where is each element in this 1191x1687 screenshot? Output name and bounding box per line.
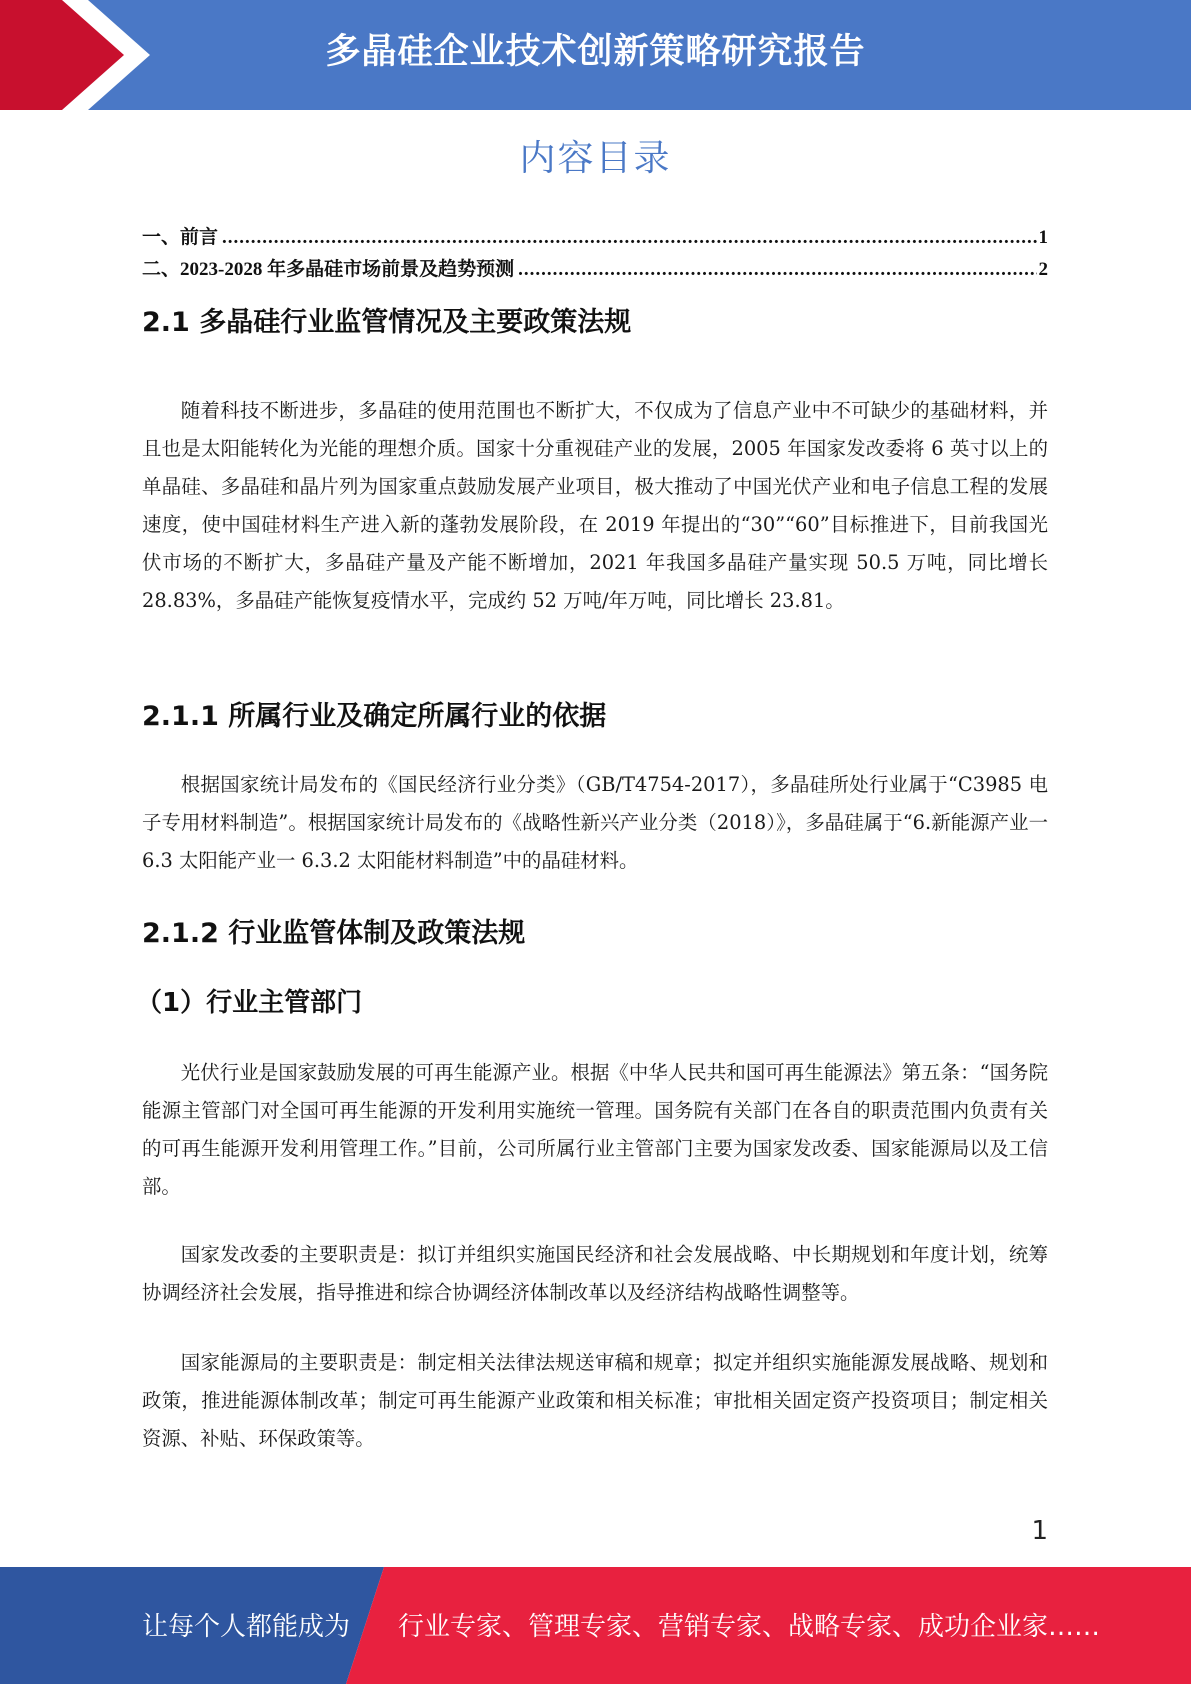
page-number: 1 <box>1031 1516 1048 1546</box>
footer-banner <box>0 1567 1191 1684</box>
toc-entry-label: 二、2023-2028 年多晶硅市场前景及趋势预测 <box>142 259 515 280</box>
footer-slogan-left: 让每个人都能成为 <box>142 1612 351 1642</box>
toc-leader-dots <box>518 259 1036 281</box>
footer-slogan-right: 行业专家、管理专家、营销专家、战略专家、成功企业家…… <box>398 1612 1101 1642</box>
subsection-heading-1: （1）行业主管部门 <box>136 988 363 1018</box>
toc-entry-label: 一、前言 <box>142 227 219 248</box>
table-of-contents <box>142 222 1048 286</box>
report-title: 多晶硅企业技术创新策略研究报告 <box>325 32 866 72</box>
section-heading-2-1-2: 2.1.2 行业监管体制及政策法规 <box>142 918 526 949</box>
toc-entry-preface[interactable] <box>142 222 1048 254</box>
section-2-1-paragraph: 随着科技不断进步，多晶硅的使用范围也不断扩大，不仅成为了信息产业中不可缺少的基础材料，并且也是太阳能转化为光能的理想介质。国家十分重视硅产业的发展，2005 年国家发改委将 6 英寸以上的单晶硅、多晶硅和晶片列为国家重点鼓励发展产业项目，极大推动了中国光伏产业和电子信息工程的发展速度，使中国硅材料生产进入新的蓬勃发展阶段，在 2019 年提出的“30”“60”目标推进下，目前我国光伏市场的不断扩大，多晶硅产量及产能不断增加，2021 年我国多晶硅产量实现 50.5 万吨，同比增长 28.83%，多晶硅产能恢复疫情水平，完成约 52 万吨/年万吨，同比增长 23.81。 <box>142 399 1048 612</box>
subsection-1-paragraph-2: 国家发改委的主要职责是：拟订并组织实施国民经济和社会发展战略、中长期规划和年度计划，统筹协调经济社会发展，指导推进和综合协调经济体制改革以及经济结构战略性调整等。 <box>142 1243 1048 1304</box>
header-arrow-icon <box>0 0 150 110</box>
toc-title: 内容目录 <box>519 138 672 179</box>
subsection-1-paragraph-3: 国家能源局的主要职责是：制定相关法律法规送审稿和规章；拟定并组织实施能源发展战略、规划和政策，推进能源体制改革；制定可再生能源产业政策和相关标准；审批相关固定资产投资项目；制定相关资源、补贴、环保政策等。 <box>142 1351 1048 1450</box>
section-2-1-1-paragraph: 根据国家统计局发布的《国民经济行业分类》（GB/T4754-2017），多晶硅所处行业属于“C3985 电子专用材料制造”。根据国家统计局发布的《战略性新兴产业分类（2018）》，多晶硅属于“6.新能源产业一 6.3 太阳能产业一 6.3.2 太阳能材料制造”中的晶硅材料。 <box>142 773 1048 872</box>
subsection-1-paragraph-1: 光伏行业是国家鼓励发展的可再生能源产业。根据《中华人民共和国可再生能源法》第五条：“国务院能源主管部门对全国可再生能源的开发利用实施统一管理。国务院有关部门在各自的职责范围内负责有关的可再生能源开发利用管理工作。”目前，公司所属行业主管部门主要为国家发改委、国家能源局以及工信部。 <box>142 1061 1048 1198</box>
section-heading-2-1: 2.1 多晶硅行业监管情况及主要政策法规 <box>142 307 632 338</box>
toc-entry-page: 1 <box>1038 227 1048 248</box>
toc-entry-page: 2 <box>1038 259 1048 280</box>
toc-entry-market-forecast[interactable] <box>142 254 1048 286</box>
toc-leader-dots <box>222 227 1036 249</box>
section-heading-2-1-1: 2.1.1 所属行业及确定所属行业的依据 <box>142 701 607 732</box>
